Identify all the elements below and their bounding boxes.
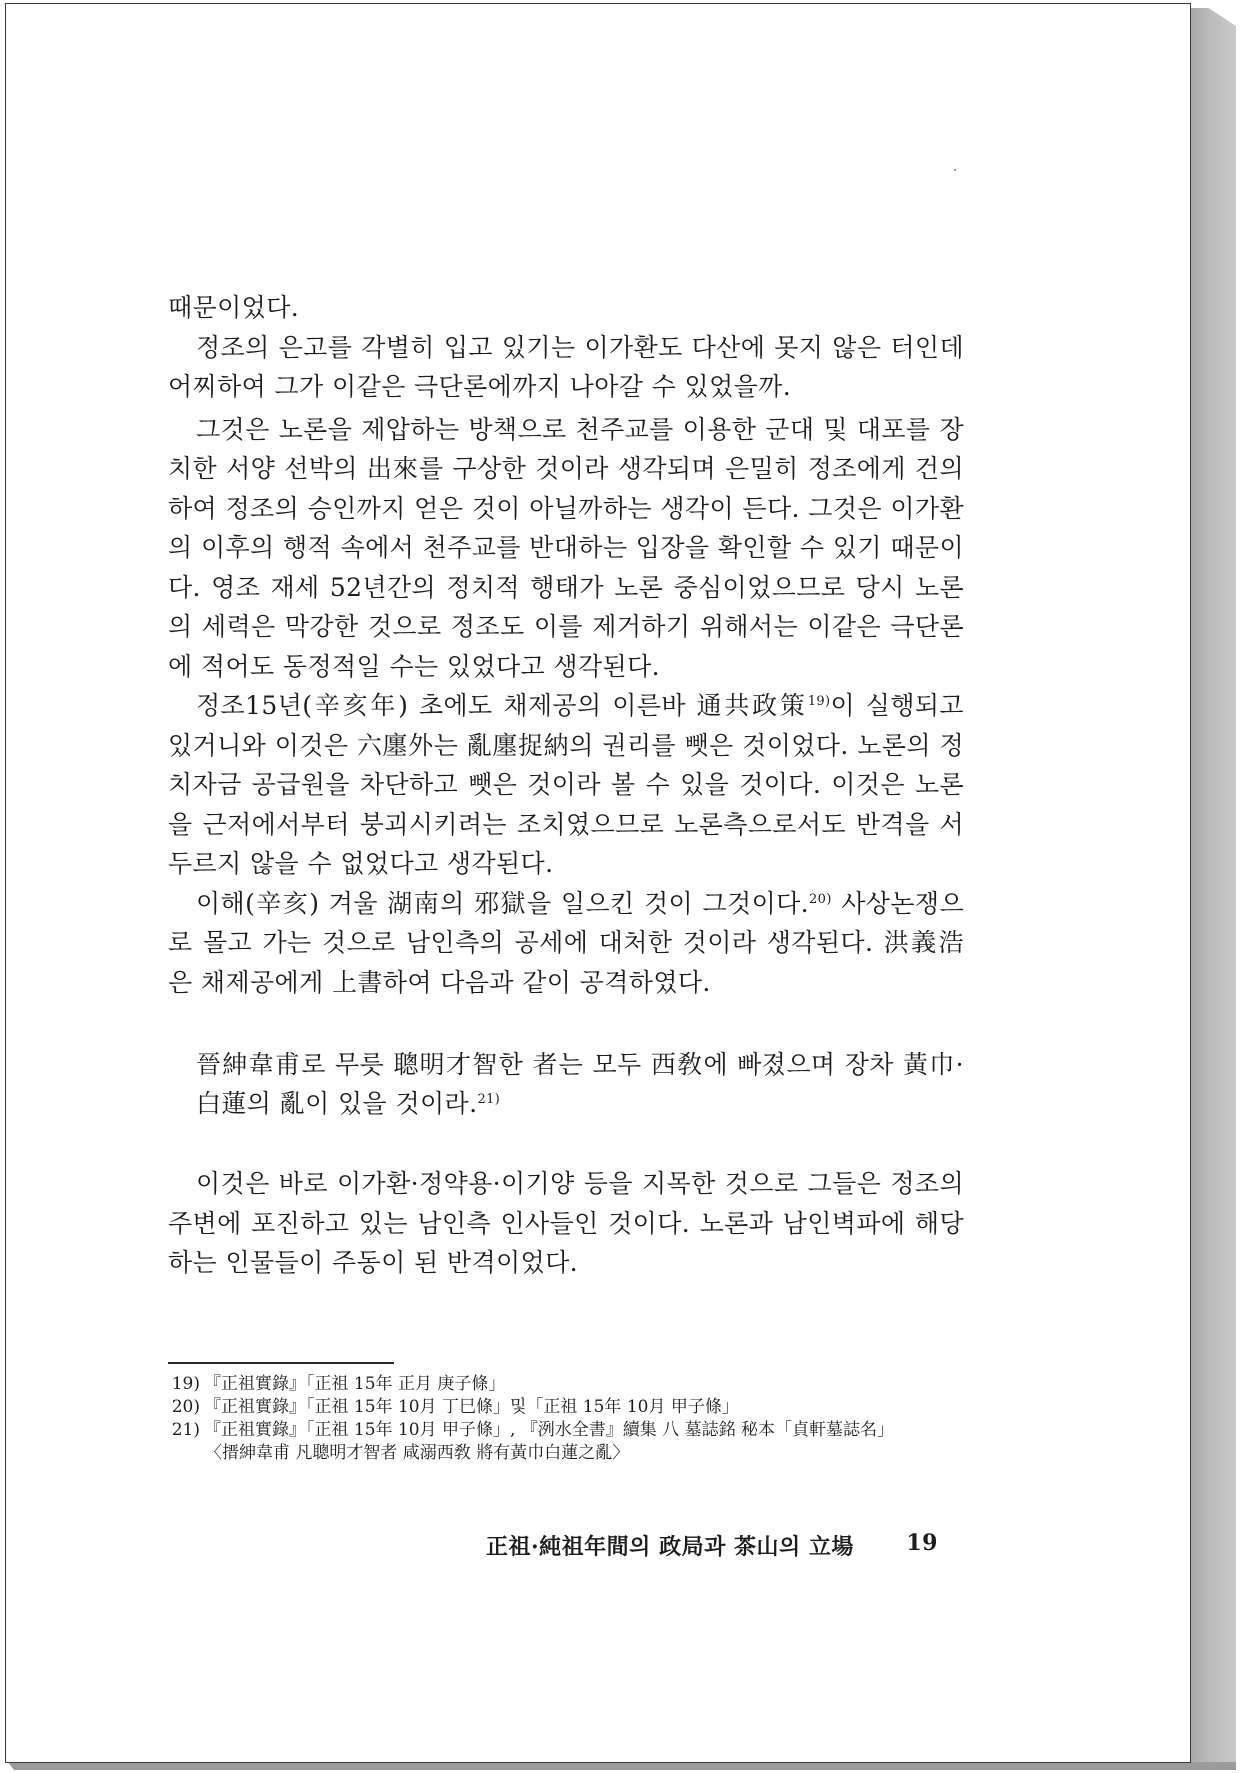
footnote-21 (168, 1419, 964, 1442)
book-page (5, 3, 1191, 1763)
footnote-number: 20) (171, 1397, 200, 1417)
paragraph-6: 이것은 바로 이가환·정약용·이기양 등을 지목한 것으로 그들은 정조의 주변에 포진하고 있는 남인측 인사들인 것이다. 노론과 남인벽파에 해당하는 인물들이 주동이 된 반격이었다. (168, 1169, 964, 1277)
footnote-19 (168, 1373, 964, 1396)
footnote-text: 『正祖實錄』「正祖 15年 10月 甲子條」, 『洌水全書』續集 八 墓誌銘 秘本「貞軒墓誌名」 (204, 1420, 894, 1440)
footnote-text: 『正祖實錄』「正祖 15年 10月 丁巳條」및「正祖 15年 10月 甲子條」 (204, 1397, 739, 1417)
footnote-ref-20: 20) (809, 891, 832, 907)
footnote-ref-19: 19) (807, 694, 831, 709)
paragraph-5 (168, 884, 964, 1003)
footnote-ref-21: 21) (477, 1092, 501, 1107)
footnote-number: 21) (171, 1420, 200, 1440)
footnotes (168, 1373, 964, 1465)
paragraph-3: 그것은 노론을 제압하는 방책으로 천주교를 이용한 군대 및 대포를 장치한 서양 선박의 出來를 구상한 것이라 생각되며 은밀히 정조에게 건의하여 정조의 승인까지 얻은 것이 아닐까하는 생각이 든다. 그것은 이가환의 이후의 행적 속에서 천주교를 반대하는 입장을 확인할 수 있기 때문이다. 영조 재세 52년간의 정치적 행태가 노론 중심이었으므로 당시 노론의 세력은 막강한 것으로 정조도 이를 제거하기 위해서는 이같은 극단론에 적어도 동정적일 수는 있었다고 생각된다. (168, 414, 964, 681)
paragraph-1: 때문이었다. (168, 293, 300, 322)
paragraph-5-text-b: 사상논쟁으로 몰고 가는 것으로 남인측의 공세에 대처한 것이라 생각된다. 洪義浩은 채제공에게 上書하여 다음과 같이 공격하였다. (168, 888, 964, 997)
footnote-20 (168, 1396, 964, 1419)
speck-mark (954, 169, 956, 171)
page-stack-edge (1190, 8, 1236, 1764)
footnote-divider (168, 1362, 394, 1364)
paragraph-4 (168, 686, 964, 884)
body-text (168, 288, 964, 1283)
paragraph-4-text-a: 정조15년(辛亥年) 초에도 채제공의 이른바 通共政策 (196, 691, 808, 720)
page-number: 19 (906, 1530, 938, 1556)
running-footer-title: 正祖·純祖年間의 政局과 茶山의 立場 (486, 1534, 854, 1560)
footnote-21-quote: 〈搢紳韋甫 凡聰明才智者 咸溺西敎 將有黃巾白蓮之亂〉 (205, 1443, 630, 1463)
footnote-text: 『正祖實錄』「正祖 15年 正月 庚子條」 (204, 1374, 506, 1394)
running-footer (486, 1530, 938, 1561)
page-stack-bottom-edge (8, 1762, 1236, 1770)
block-quote (196, 1045, 964, 1123)
footnote-number: 19) (171, 1374, 200, 1394)
paragraph-4-text-b: 이 실행되고 있거니와 이것은 六廛外는 亂廛捉納의 권리를 뺏은 것이었다. 노론의 정치자금 공급원을 차단하고 뺏은 것이라 볼 수 있을 것이다. 이것은 노론을 근저에서부터 붕괴시키려는 조치였으므로 노론측으로서도 반격을 서두르지 않을 수 없었다고 생각된다. (168, 691, 964, 878)
paragraph-5-text-a: 이해(辛亥) 겨울 湖南의 邪獄을 일으킨 것이 그것이다. (196, 888, 810, 918)
quote-text: 晉紳韋甫로 무릇 聰明才智한 者는 모두 西敎에 빠졌으며 장차 黃巾·白蓮의 亂이 있을 것이라. (196, 1050, 964, 1118)
paragraph-2: 정조의 은고를 각별히 입고 있기는 이가환도 다산에 못지 않은 터인데 어찌하여 그가 이같은 극단론에까지 나아갈 수 있었을까. (168, 332, 964, 401)
